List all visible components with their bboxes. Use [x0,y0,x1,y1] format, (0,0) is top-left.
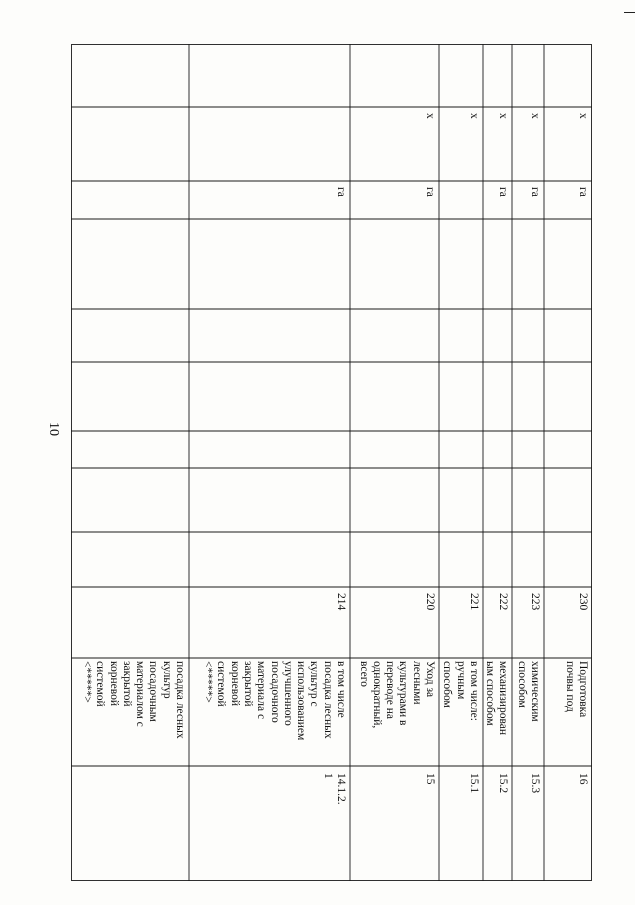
mark-cell-line: x [424,113,436,119]
mark-cell [576,113,589,119]
row-label-line: закрытой [120,661,133,707]
row-label-line: способом [515,661,528,708]
row-label-line: посадка лесных [174,661,186,739]
data-table [71,44,592,881]
row-label-line: всего [357,661,370,687]
row-label-line: ым способом [483,661,496,726]
row-label-line: посадка лесных [321,661,334,739]
row-label-line: корневой [228,661,241,707]
row-label-line: культурами в [397,661,410,726]
row-label-line: Подготовка [577,661,589,718]
row-label [440,661,480,721]
row-label-line: посадочного [268,661,281,723]
line-code-line: 221 [468,593,480,611]
row-label-line: химическим [529,661,541,722]
mark-cell [496,113,509,119]
row-label [514,661,541,722]
row-label-line: в том числе [335,661,347,718]
unit-cell-line: га [529,187,541,197]
row-label [80,661,186,739]
row-label-line: Уход за [424,661,436,698]
line-code-line: 223 [529,593,541,611]
row-code: 15.3 [529,773,541,794]
unit-cell [423,187,436,197]
line-code [467,593,480,610]
row-label [356,661,436,728]
row-label-line: механизирован [497,661,509,735]
row-label-line: переводе на [384,661,397,719]
row-label-line: <*****> [80,661,93,703]
line-code [528,593,541,610]
unit-cell-line: га [335,187,347,197]
unit-cell-line: га [497,187,509,197]
row-label-line: посадочным [147,661,160,722]
mark-cell-line: x [577,113,589,119]
row-label-line: почвы под [563,661,576,712]
mark-cell-line: x [468,113,480,119]
row-label [201,661,347,740]
line-code [496,593,509,610]
row-label-line: закрытой [241,661,254,707]
page-number: 10 [46,422,61,436]
unit-cell [528,187,541,197]
row-label-line: однократный, [370,661,383,729]
row-label-line: системой [215,661,228,707]
mark-cell [423,113,436,119]
row-label-line: <*****> [202,661,215,703]
row-label-line: использованием [295,661,308,741]
row-label-line: материала с [255,661,268,720]
line-code-line: 222 [497,593,509,611]
line-code-line: 230 [577,593,589,611]
mark-cell [528,113,541,119]
row-label [562,661,589,717]
row-code: 16 [577,773,589,785]
row-label-line: способом [441,661,454,708]
line-code [576,593,589,610]
row-label-line: в том числе: [468,661,480,721]
row-code: 14.1.2. 1 [321,773,347,805]
line-code [334,593,347,610]
unit-cell [576,187,589,197]
row-label-line: корневой [107,661,120,707]
line-code [423,593,436,610]
row-code: 15 [424,773,436,785]
row-label-line: лесными [410,661,423,705]
row-label-line: культур с [308,661,321,707]
row-code: 15.1 [468,773,480,794]
row-label-line: ручным [454,661,467,700]
row-label [482,661,509,735]
table-grid [71,44,592,881]
mark-cell [467,113,480,119]
row-label-line: материалом с [134,661,147,727]
unit-cell-line: га [577,187,589,197]
unit-cell [496,187,509,197]
unit-cell-line: га [424,187,436,197]
row-code: 15.2 [497,773,509,794]
edge-mark [624,12,635,13]
mark-cell-line: x [497,113,509,119]
row-label-line: культур [160,661,173,699]
unit-cell [334,187,347,197]
line-code-line: 220 [424,593,436,611]
row-label-line: системой [94,661,107,707]
row-label-line: улучшенного [281,661,294,726]
line-code-line: 214 [335,593,347,611]
mark-cell-line: x [529,113,541,119]
